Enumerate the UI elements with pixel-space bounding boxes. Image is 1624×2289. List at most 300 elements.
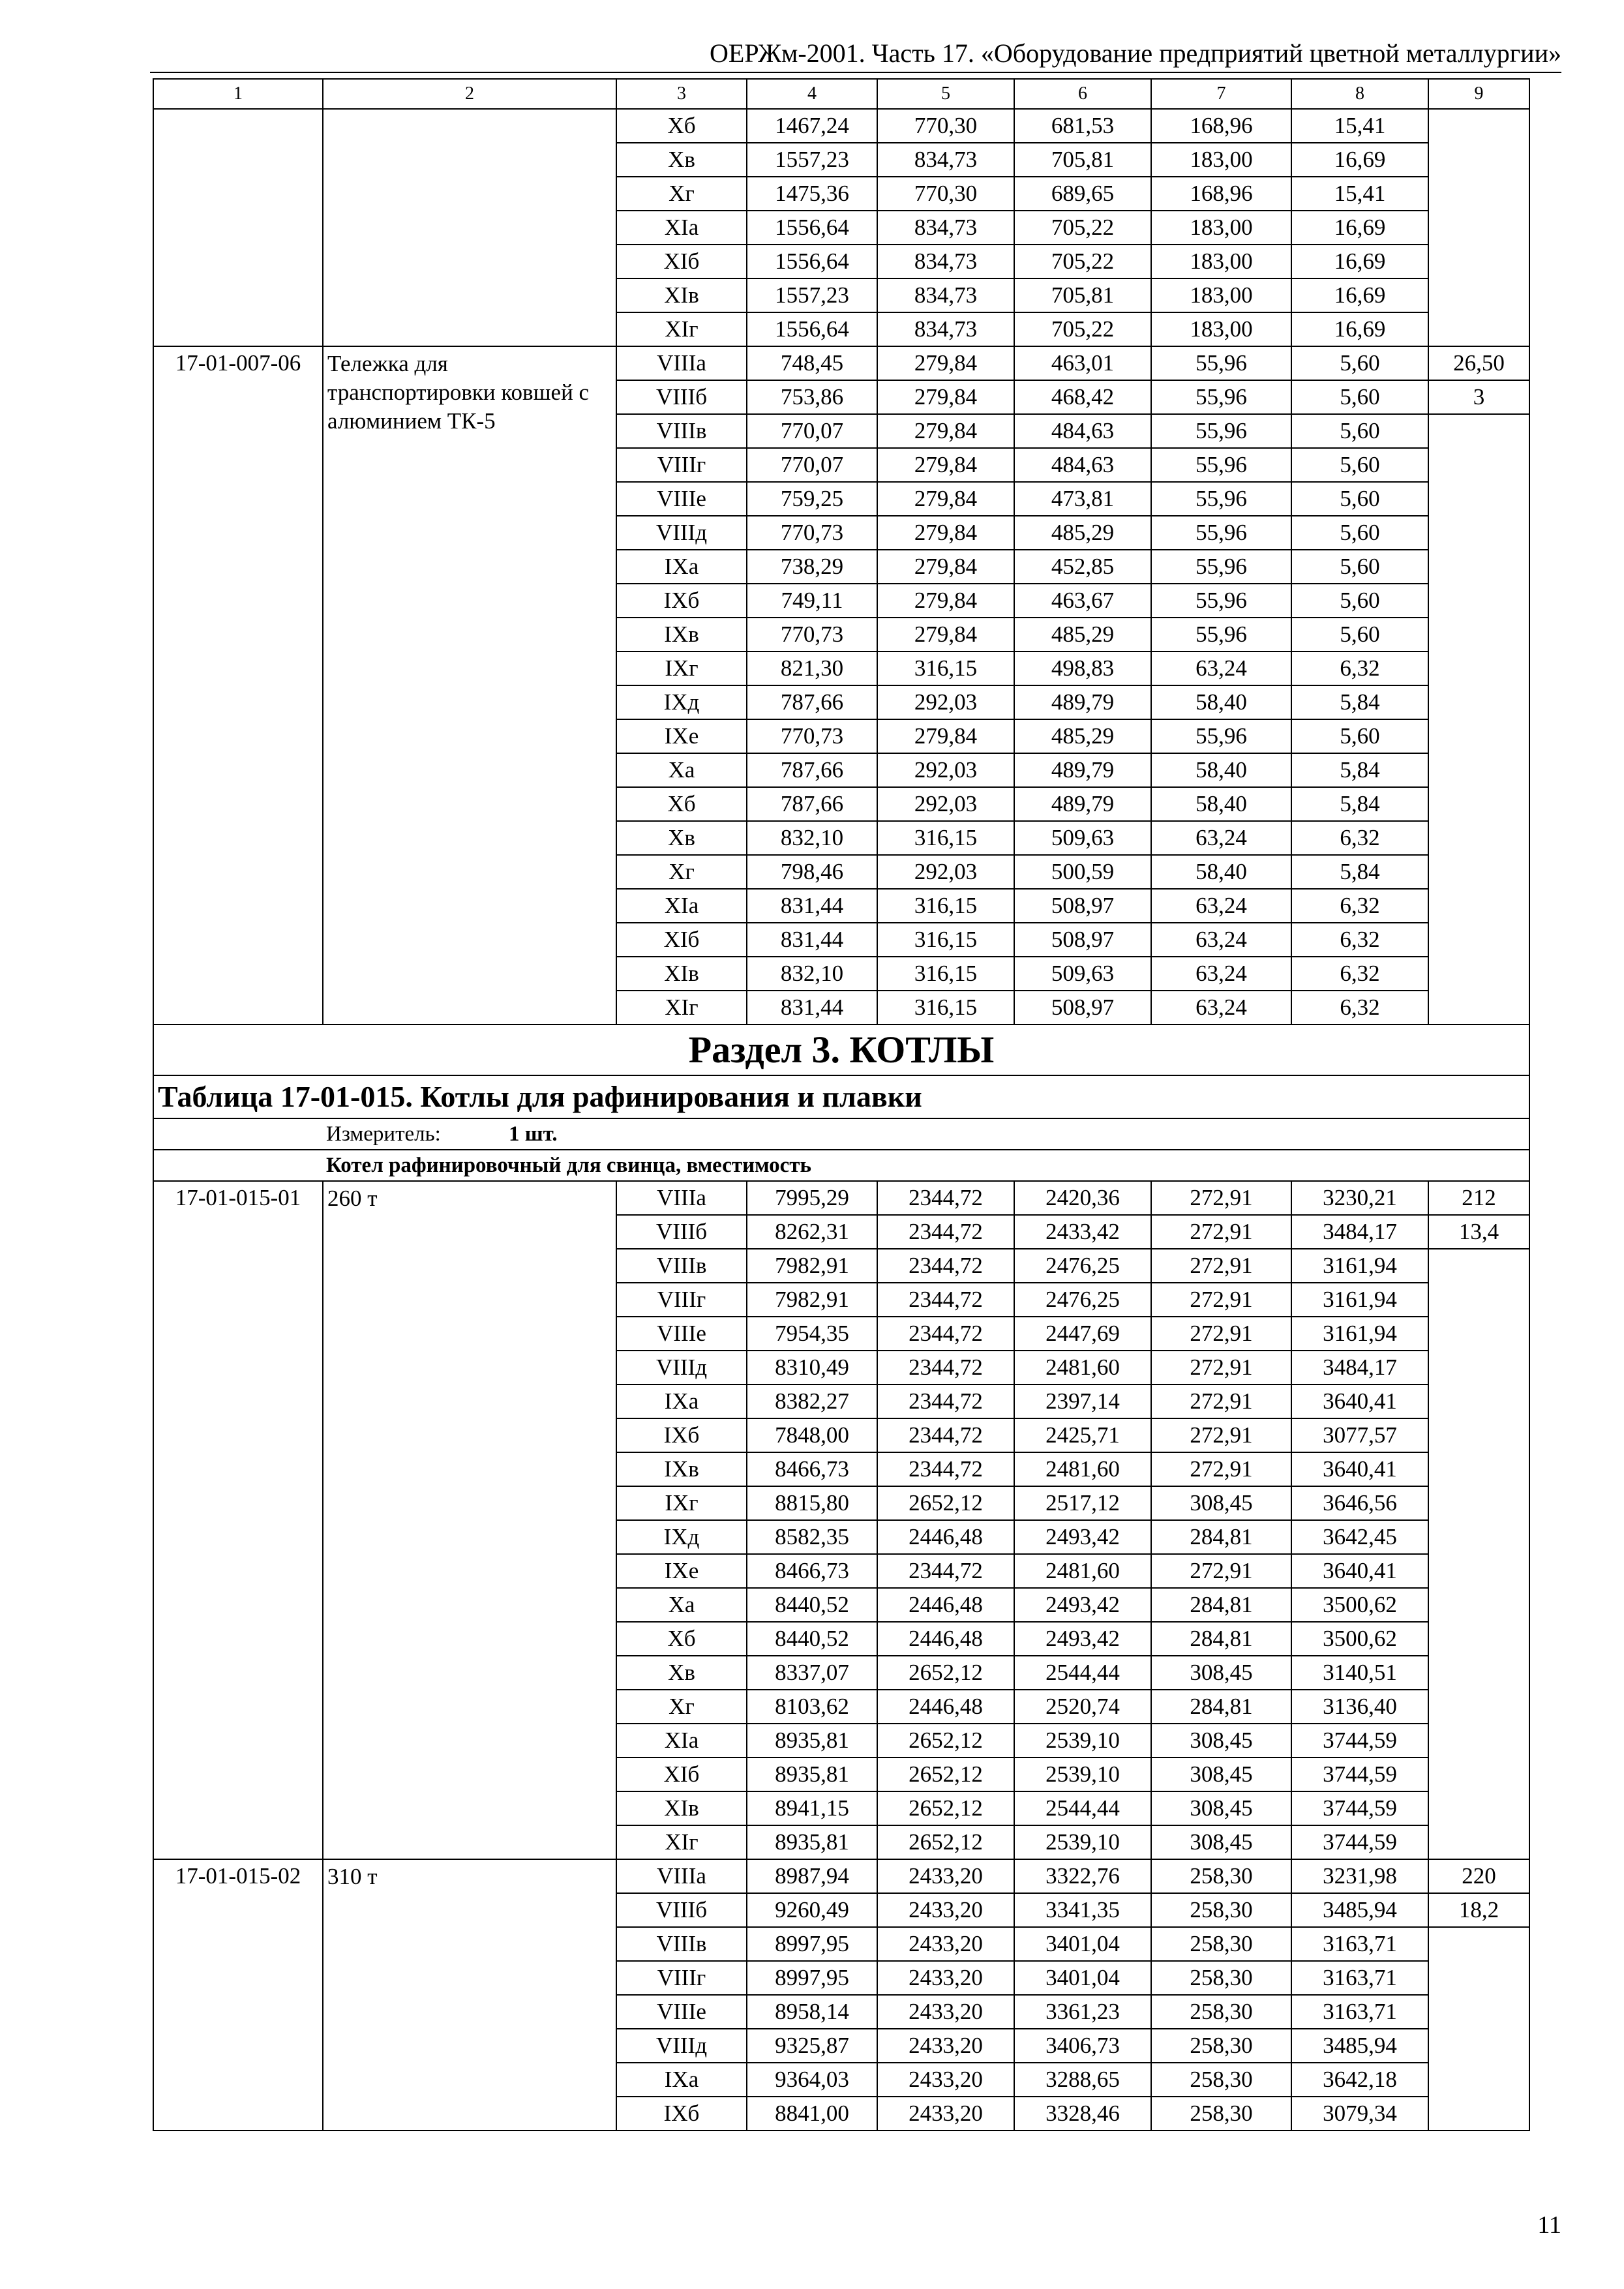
- zone-cell: VIIIв: [616, 1249, 747, 1283]
- group-title-text: Котел рафинировочный для свинца, вместимость: [326, 1154, 811, 1177]
- value-cell: 834,73: [877, 278, 1014, 312]
- value-cell: 2517,12: [1014, 1486, 1151, 1520]
- value-cell: 284,81: [1151, 1520, 1291, 1554]
- value-cell: 2344,72: [877, 1181, 1014, 1215]
- value-cell: 1475,36: [747, 177, 877, 211]
- zone-cell: VIIIд: [616, 2029, 747, 2063]
- value-cell: 2652,12: [877, 1825, 1014, 1859]
- value-cell: 258,30: [1151, 1995, 1291, 2029]
- value-cell: 316,15: [877, 821, 1014, 855]
- value-cell: 279,84: [877, 380, 1014, 414]
- value-cell: 2344,72: [877, 1554, 1014, 1588]
- value-cell: 500,59: [1014, 855, 1151, 889]
- value-cell: 272,91: [1151, 1452, 1291, 1486]
- zone-cell: XIа: [616, 889, 747, 923]
- value-cell: 509,63: [1014, 821, 1151, 855]
- value-cell: 6,32: [1291, 889, 1428, 923]
- zone-cell: Xг: [616, 1690, 747, 1724]
- col9-empty: [1428, 1249, 1529, 1859]
- value-cell: 2344,72: [877, 1283, 1014, 1317]
- value-cell: 6,32: [1291, 957, 1428, 991]
- position-code: 17-01-015-01: [153, 1181, 323, 1859]
- value-cell: 7954,35: [747, 1317, 877, 1351]
- measure-label: Измеритель:: [326, 1122, 441, 1146]
- value-cell: 6,32: [1291, 923, 1428, 957]
- value-cell: 8997,95: [747, 1927, 877, 1961]
- zone-cell: VIIIа: [616, 346, 747, 380]
- value-cell: 15,41: [1291, 109, 1428, 143]
- zone-cell: XIв: [616, 957, 747, 991]
- value-cell: 3484,17: [1291, 1215, 1428, 1249]
- value-cell: 55,96: [1151, 414, 1291, 448]
- zone-cell: IXб: [616, 2097, 747, 2131]
- value-cell: 7995,29: [747, 1181, 877, 1215]
- value-cell: 3642,45: [1291, 1520, 1428, 1554]
- position-name: 310 т: [323, 1859, 616, 2131]
- value-cell: 16,69: [1291, 245, 1428, 278]
- zone-cell: VIIIг: [616, 1283, 747, 1317]
- value-cell: 316,15: [877, 651, 1014, 685]
- zone-cell: IXа: [616, 550, 747, 584]
- value-cell: 832,10: [747, 957, 877, 991]
- value-cell: 1557,23: [747, 143, 877, 177]
- value-cell: 3163,71: [1291, 1961, 1428, 1995]
- value-cell: 3079,34: [1291, 2097, 1428, 2131]
- value-cell: 2652,12: [877, 1724, 1014, 1758]
- value-cell: 2493,42: [1014, 1588, 1151, 1622]
- value-cell: 770,30: [877, 109, 1014, 143]
- zone-cell: VIIIе: [616, 1995, 747, 2029]
- value-cell: 8841,00: [747, 2097, 877, 2131]
- value-cell: 5,84: [1291, 855, 1428, 889]
- value-cell: 183,00: [1151, 143, 1291, 177]
- value-cell: 279,84: [877, 516, 1014, 550]
- value-cell: 3163,71: [1291, 1927, 1428, 1961]
- value-cell: 2539,10: [1014, 1724, 1151, 1758]
- zone-cell: VIIIа: [616, 1181, 747, 1215]
- value-cell: 1557,23: [747, 278, 877, 312]
- value-cell: 1556,64: [747, 211, 877, 245]
- column-number: 9: [1428, 79, 1529, 109]
- value-cell: 2446,48: [877, 1622, 1014, 1656]
- zone-cell: Xб: [616, 1622, 747, 1656]
- value-cell: 183,00: [1151, 245, 1291, 278]
- value-cell: 834,73: [877, 143, 1014, 177]
- value-cell: 63,24: [1151, 923, 1291, 957]
- value-cell: 2544,44: [1014, 1791, 1151, 1825]
- value-cell: 3642,18: [1291, 2063, 1428, 2097]
- norms-table: [153, 78, 1530, 2131]
- value-cell: 3288,65: [1014, 2063, 1151, 2097]
- value-cell: 3640,41: [1291, 1554, 1428, 1588]
- zone-cell: VIIIа: [616, 1859, 747, 1893]
- value-cell: 3322,76: [1014, 1859, 1151, 1893]
- zone-cell: IXе: [616, 1554, 747, 1588]
- zone-cell: IXе: [616, 719, 747, 753]
- zone-cell: VIIIб: [616, 1215, 747, 1249]
- section-title-row: [153, 1025, 1529, 1075]
- value-cell: 5,60: [1291, 482, 1428, 516]
- col9-value: 212: [1428, 1181, 1529, 1215]
- zone-cell: XIг: [616, 312, 747, 346]
- value-cell: 272,91: [1151, 1351, 1291, 1384]
- table-row: [153, 109, 1529, 143]
- value-cell: 292,03: [877, 787, 1014, 821]
- value-cell: 8935,81: [747, 1724, 877, 1758]
- column-number: 3: [616, 79, 747, 109]
- value-cell: 5,60: [1291, 414, 1428, 448]
- value-cell: 832,10: [747, 821, 877, 855]
- value-cell: 2493,42: [1014, 1520, 1151, 1554]
- zone-cell: Xб: [616, 109, 747, 143]
- value-cell: 3077,57: [1291, 1418, 1428, 1452]
- position-code: [153, 109, 323, 346]
- value-cell: 2493,42: [1014, 1622, 1151, 1656]
- value-cell: 5,84: [1291, 753, 1428, 787]
- value-cell: 2420,36: [1014, 1181, 1151, 1215]
- col9-value: 13,4: [1428, 1215, 1529, 1249]
- value-cell: 284,81: [1151, 1588, 1291, 1622]
- zone-cell: VIIIд: [616, 1351, 747, 1384]
- value-cell: 8440,52: [747, 1622, 877, 1656]
- value-cell: 183,00: [1151, 312, 1291, 346]
- value-cell: 484,63: [1014, 448, 1151, 482]
- value-cell: 8941,15: [747, 1791, 877, 1825]
- value-cell: 55,96: [1151, 719, 1291, 753]
- value-cell: 3500,62: [1291, 1588, 1428, 1622]
- group-title-row: [153, 1150, 1529, 1181]
- value-cell: 272,91: [1151, 1418, 1291, 1452]
- value-cell: 6,32: [1291, 651, 1428, 685]
- value-cell: 279,84: [877, 346, 1014, 380]
- zone-cell: IXб: [616, 584, 747, 618]
- value-cell: 258,30: [1151, 2063, 1291, 2097]
- value-cell: 16,69: [1291, 312, 1428, 346]
- value-cell: 2652,12: [877, 1758, 1014, 1791]
- value-cell: 3361,23: [1014, 1995, 1151, 2029]
- zone-cell: VIIIв: [616, 414, 747, 448]
- value-cell: 2425,71: [1014, 1418, 1151, 1452]
- value-cell: 9260,49: [747, 1893, 877, 1927]
- value-cell: 770,73: [747, 516, 877, 550]
- value-cell: 463,67: [1014, 584, 1151, 618]
- value-cell: 5,60: [1291, 448, 1428, 482]
- value-cell: 258,30: [1151, 1859, 1291, 1893]
- value-cell: 508,97: [1014, 991, 1151, 1025]
- zone-cell: VIIIд: [616, 516, 747, 550]
- value-cell: 308,45: [1151, 1486, 1291, 1520]
- column-number: 5: [877, 79, 1014, 109]
- value-cell: 770,07: [747, 448, 877, 482]
- value-cell: 258,30: [1151, 2029, 1291, 2063]
- value-cell: 1556,64: [747, 312, 877, 346]
- running-header: ОЕРЖм-2001. Часть 17. «Оборудование предприятий цветной металлургии»: [710, 38, 1561, 68]
- value-cell: 3646,56: [1291, 1486, 1428, 1520]
- value-cell: 8310,49: [747, 1351, 877, 1384]
- value-cell: 1556,64: [747, 245, 877, 278]
- value-cell: 308,45: [1151, 1825, 1291, 1859]
- value-cell: 2433,20: [877, 2063, 1014, 2097]
- value-cell: 1467,24: [747, 109, 877, 143]
- value-cell: 5,60: [1291, 380, 1428, 414]
- value-cell: 258,30: [1151, 1893, 1291, 1927]
- value-cell: 316,15: [877, 991, 1014, 1025]
- value-cell: 55,96: [1151, 618, 1291, 651]
- value-cell: 2433,42: [1014, 1215, 1151, 1249]
- zone-cell: Xг: [616, 177, 747, 211]
- value-cell: 748,45: [747, 346, 877, 380]
- value-cell: 55,96: [1151, 380, 1291, 414]
- value-cell: 9325,87: [747, 2029, 877, 2063]
- zone-cell: Xб: [616, 787, 747, 821]
- col9-value: 26,50: [1428, 346, 1529, 380]
- col9-empty: [1428, 414, 1529, 1025]
- section-title: Раздел 3. КОТЛЫ: [153, 1025, 1529, 1075]
- zone-cell: IXг: [616, 651, 747, 685]
- zone-cell: IXа: [616, 1384, 747, 1418]
- value-cell: 8262,31: [747, 1215, 877, 1249]
- position-code: 17-01-007-06: [153, 346, 323, 1025]
- zone-cell: IXв: [616, 1452, 747, 1486]
- value-cell: 2539,10: [1014, 1758, 1151, 1791]
- header-rule: [150, 72, 1561, 73]
- value-cell: 468,42: [1014, 380, 1151, 414]
- value-cell: 3485,94: [1291, 1893, 1428, 1927]
- value-cell: 2344,72: [877, 1215, 1014, 1249]
- table-title-row: [153, 1075, 1529, 1118]
- value-cell: 63,24: [1151, 821, 1291, 855]
- zone-cell: XIа: [616, 211, 747, 245]
- value-cell: 9364,03: [747, 2063, 877, 2097]
- zone-cell: IXд: [616, 1520, 747, 1554]
- value-cell: 272,91: [1151, 1249, 1291, 1283]
- value-cell: 279,84: [877, 719, 1014, 753]
- value-cell: 2446,48: [877, 1520, 1014, 1554]
- value-cell: 3328,46: [1014, 2097, 1151, 2131]
- value-cell: 5,60: [1291, 719, 1428, 753]
- value-cell: 2344,72: [877, 1249, 1014, 1283]
- value-cell: 2344,72: [877, 1351, 1014, 1384]
- value-cell: 2433,20: [877, 1961, 1014, 1995]
- value-cell: 2539,10: [1014, 1825, 1151, 1859]
- zone-cell: Xв: [616, 1656, 747, 1690]
- value-cell: 8440,52: [747, 1588, 877, 1622]
- value-cell: 770,30: [877, 177, 1014, 211]
- value-cell: 463,01: [1014, 346, 1151, 380]
- value-cell: 3230,21: [1291, 1181, 1428, 1215]
- value-cell: 8958,14: [747, 1995, 877, 2029]
- value-cell: 3140,51: [1291, 1656, 1428, 1690]
- value-cell: 2344,72: [877, 1452, 1014, 1486]
- value-cell: 5,60: [1291, 618, 1428, 651]
- zone-cell: IXа: [616, 2063, 747, 2097]
- value-cell: 16,69: [1291, 278, 1428, 312]
- value-cell: 705,22: [1014, 211, 1151, 245]
- value-cell: 3401,04: [1014, 1927, 1151, 1961]
- value-cell: 2652,12: [877, 1791, 1014, 1825]
- value-cell: 3161,94: [1291, 1249, 1428, 1283]
- value-cell: 5,60: [1291, 346, 1428, 380]
- value-cell: 279,84: [877, 482, 1014, 516]
- value-cell: 8815,80: [747, 1486, 877, 1520]
- column-numbers-row: [153, 79, 1529, 109]
- zone-cell: XIб: [616, 245, 747, 278]
- value-cell: 3500,62: [1291, 1622, 1428, 1656]
- value-cell: 705,81: [1014, 278, 1151, 312]
- value-cell: 834,73: [877, 211, 1014, 245]
- value-cell: 55,96: [1151, 346, 1291, 380]
- zone-cell: XIг: [616, 991, 747, 1025]
- value-cell: 279,84: [877, 414, 1014, 448]
- value-cell: 484,63: [1014, 414, 1151, 448]
- value-cell: 2344,72: [877, 1418, 1014, 1452]
- value-cell: 498,83: [1014, 651, 1151, 685]
- value-cell: 58,40: [1151, 753, 1291, 787]
- value-cell: 63,24: [1151, 889, 1291, 923]
- value-cell: 5,60: [1291, 550, 1428, 584]
- value-cell: 8582,35: [747, 1520, 877, 1554]
- column-number: 4: [747, 79, 877, 109]
- value-cell: 834,73: [877, 312, 1014, 346]
- value-cell: 8466,73: [747, 1452, 877, 1486]
- zone-cell: Xг: [616, 855, 747, 889]
- value-cell: 3163,71: [1291, 1995, 1428, 2029]
- measure-line-row: [153, 1118, 1529, 1150]
- value-cell: 8382,27: [747, 1384, 877, 1418]
- value-cell: 63,24: [1151, 957, 1291, 991]
- col9-empty: [1428, 109, 1529, 346]
- value-cell: 485,29: [1014, 719, 1151, 753]
- value-cell: 55,96: [1151, 516, 1291, 550]
- group-title: [153, 1150, 1529, 1181]
- value-cell: 681,53: [1014, 109, 1151, 143]
- value-cell: 292,03: [877, 855, 1014, 889]
- table-row: [153, 1181, 1529, 1215]
- value-cell: 272,91: [1151, 1317, 1291, 1351]
- value-cell: 787,66: [747, 685, 877, 719]
- column-number: 6: [1014, 79, 1151, 109]
- measure-value: 1 шт.: [509, 1122, 558, 1146]
- value-cell: 316,15: [877, 923, 1014, 957]
- value-cell: 316,15: [877, 889, 1014, 923]
- value-cell: 2433,20: [877, 1893, 1014, 1927]
- value-cell: 2481,60: [1014, 1554, 1151, 1588]
- table-title: Таблица 17-01-015. Котлы для рафинирования и плавки: [153, 1075, 1529, 1118]
- value-cell: 2447,69: [1014, 1317, 1151, 1351]
- position-name: [323, 109, 616, 346]
- zone-cell: IXв: [616, 618, 747, 651]
- value-cell: 8935,81: [747, 1825, 877, 1859]
- value-cell: 2397,14: [1014, 1384, 1151, 1418]
- value-cell: 168,96: [1151, 109, 1291, 143]
- col9-value: 3: [1428, 380, 1529, 414]
- position-code: 17-01-015-02: [153, 1859, 323, 2131]
- value-cell: 3640,41: [1291, 1384, 1428, 1418]
- position-name: 260 т: [323, 1181, 616, 1859]
- value-cell: 8997,95: [747, 1961, 877, 1995]
- value-cell: 183,00: [1151, 278, 1291, 312]
- value-cell: 3485,94: [1291, 2029, 1428, 2063]
- value-cell: 284,81: [1151, 1690, 1291, 1724]
- value-cell: 3161,94: [1291, 1317, 1428, 1351]
- zone-cell: IXб: [616, 1418, 747, 1452]
- zone-cell: VIIIг: [616, 448, 747, 482]
- zone-cell: VIIIв: [616, 1927, 747, 1961]
- value-cell: 485,29: [1014, 618, 1151, 651]
- value-cell: 2344,72: [877, 1317, 1014, 1351]
- col9-value: 220: [1428, 1859, 1529, 1893]
- value-cell: 3341,35: [1014, 1893, 1151, 1927]
- value-cell: 3161,94: [1291, 1283, 1428, 1317]
- zone-cell: VIIIе: [616, 482, 747, 516]
- value-cell: 787,66: [747, 787, 877, 821]
- value-cell: 508,97: [1014, 923, 1151, 957]
- value-cell: 753,86: [747, 380, 877, 414]
- value-cell: 7982,91: [747, 1249, 877, 1283]
- value-cell: 272,91: [1151, 1384, 1291, 1418]
- column-number: 2: [323, 79, 616, 109]
- value-cell: 7848,00: [747, 1418, 877, 1452]
- value-cell: 258,30: [1151, 1961, 1291, 1995]
- value-cell: 279,84: [877, 618, 1014, 651]
- value-cell: 2433,20: [877, 1995, 1014, 2029]
- value-cell: 8337,07: [747, 1656, 877, 1690]
- value-cell: 821,30: [747, 651, 877, 685]
- value-cell: 55,96: [1151, 482, 1291, 516]
- value-cell: 5,60: [1291, 516, 1428, 550]
- zone-cell: XIв: [616, 278, 747, 312]
- value-cell: 2481,60: [1014, 1351, 1151, 1384]
- value-cell: 485,29: [1014, 516, 1151, 550]
- value-cell: 183,00: [1151, 211, 1291, 245]
- value-cell: 279,84: [877, 448, 1014, 482]
- value-cell: 3401,04: [1014, 1961, 1151, 1995]
- value-cell: 5,84: [1291, 787, 1428, 821]
- value-cell: 2544,44: [1014, 1656, 1151, 1690]
- value-cell: 292,03: [877, 685, 1014, 719]
- zone-cell: VIIIб: [616, 1893, 747, 1927]
- zone-cell: XIб: [616, 923, 747, 957]
- zone-cell: IXг: [616, 1486, 747, 1520]
- zone-cell: VIIIе: [616, 1317, 747, 1351]
- value-cell: 308,45: [1151, 1791, 1291, 1825]
- value-cell: 58,40: [1151, 855, 1291, 889]
- value-cell: 2652,12: [877, 1656, 1014, 1690]
- value-cell: 55,96: [1151, 550, 1291, 584]
- value-cell: 452,85: [1014, 550, 1151, 584]
- value-cell: 3231,98: [1291, 1859, 1428, 1893]
- value-cell: 2476,25: [1014, 1283, 1151, 1317]
- value-cell: 770,07: [747, 414, 877, 448]
- value-cell: 3136,40: [1291, 1690, 1428, 1724]
- value-cell: 3406,73: [1014, 2029, 1151, 2063]
- zone-cell: VIIIг: [616, 1961, 747, 1995]
- value-cell: 55,96: [1151, 448, 1291, 482]
- value-cell: 689,65: [1014, 177, 1151, 211]
- value-cell: 8987,94: [747, 1859, 877, 1893]
- value-cell: 308,45: [1151, 1724, 1291, 1758]
- value-cell: 3744,59: [1291, 1724, 1428, 1758]
- page-number: 11: [1537, 2211, 1561, 2239]
- value-cell: 8466,73: [747, 1554, 877, 1588]
- column-number: 1: [153, 79, 323, 109]
- table-row: [153, 1859, 1529, 1893]
- value-cell: 2476,25: [1014, 1249, 1151, 1283]
- value-cell: 834,73: [877, 245, 1014, 278]
- col9-value: 18,2: [1428, 1893, 1529, 1927]
- value-cell: 508,97: [1014, 889, 1151, 923]
- value-cell: 15,41: [1291, 177, 1428, 211]
